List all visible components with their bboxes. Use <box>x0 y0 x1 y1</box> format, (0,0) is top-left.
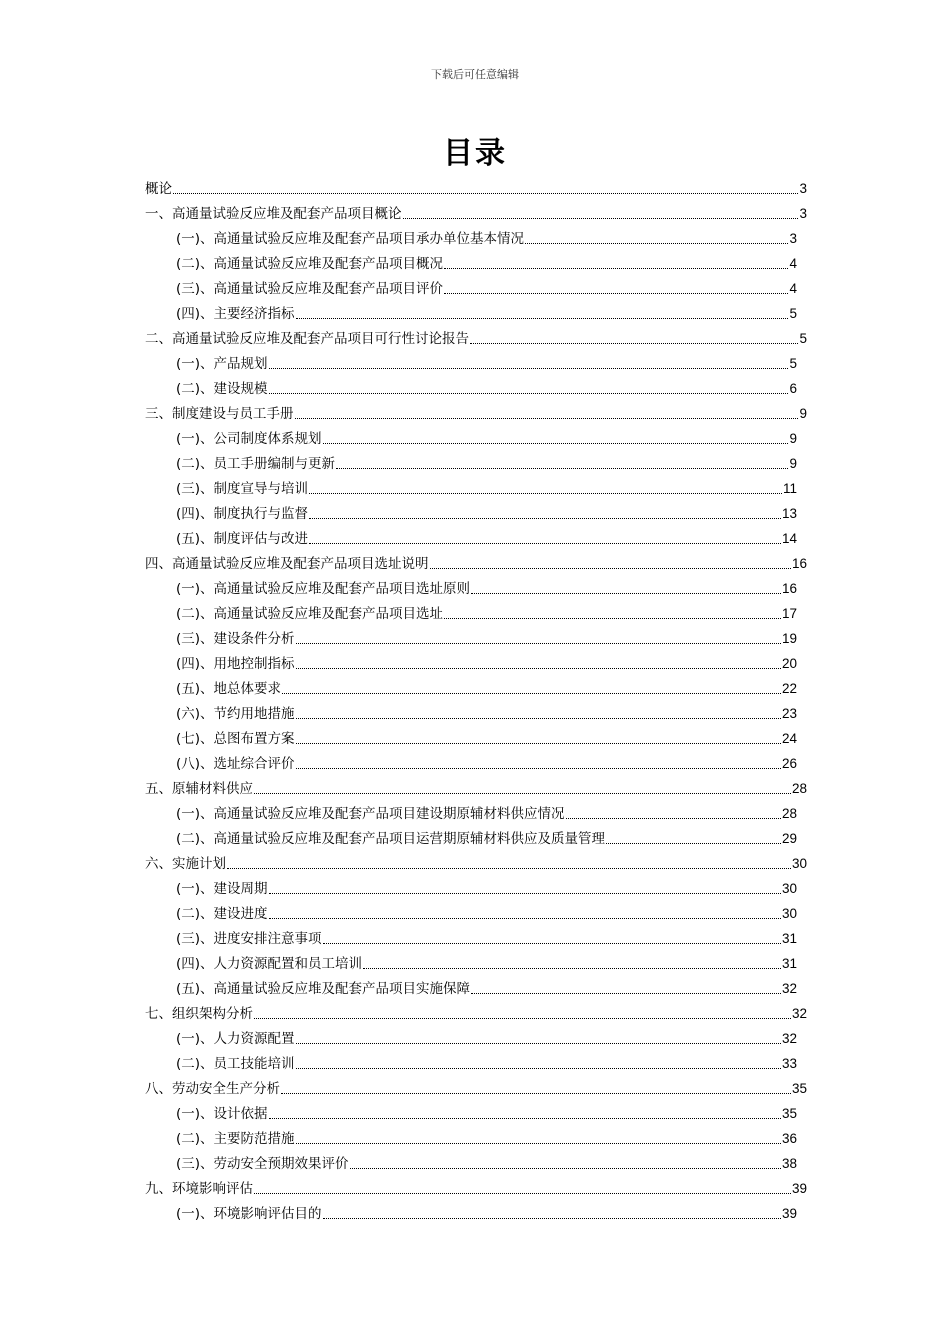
toc-dot-leader <box>227 867 791 869</box>
toc-entry-section[interactable] <box>145 376 807 401</box>
toc-dot-leader <box>269 392 789 394</box>
toc-page-number: 30 <box>791 856 807 871</box>
toc-entry-section[interactable] <box>145 351 807 376</box>
toc-entry-section[interactable] <box>145 1126 807 1151</box>
toc-dot-leader <box>296 1142 781 1144</box>
toc-entry-section[interactable] <box>145 226 807 251</box>
toc-entry-section[interactable] <box>145 951 807 976</box>
toc-dot-leader <box>281 1092 791 1094</box>
toc-entry-text: (一)、高通量试验反应堆及配套产品项目选址原则 <box>176 581 471 597</box>
toc-entry-section[interactable] <box>145 576 807 601</box>
toc-dot-leader <box>444 292 788 294</box>
toc-entry-section[interactable] <box>145 926 807 951</box>
toc-entry-section[interactable] <box>145 726 807 751</box>
toc-entry-chapter[interactable] <box>145 401 807 426</box>
toc-page-number: 13 <box>781 506 797 521</box>
toc-page-number: 6 <box>789 381 797 396</box>
toc-dot-leader <box>296 642 781 644</box>
toc-entry-text: 九、环境影响评估 <box>145 1181 253 1197</box>
toc-page-number: 28 <box>791 781 807 796</box>
toc-page-number: 16 <box>781 581 797 596</box>
toc-page-number: 38 <box>781 1156 797 1171</box>
toc-entry-text: (八)、选址综合评价 <box>176 756 295 772</box>
toc-entry-text: (二)、建设进度 <box>176 906 268 922</box>
toc-dot-leader <box>471 992 781 994</box>
toc-dot-leader <box>309 542 781 544</box>
toc-dot-leader <box>336 467 788 469</box>
toc-entry-chapter[interactable] <box>145 551 807 576</box>
toc-entry-text: (一)、高通量试验反应堆及配套产品项目建设期原辅材料供应情况 <box>176 806 565 822</box>
toc-dot-leader <box>296 317 789 319</box>
toc-entry-text: (五)、高通量试验反应堆及配套产品项目实施保障 <box>176 981 471 997</box>
toc-page-number: 30 <box>781 881 797 896</box>
toc-entry-section[interactable] <box>145 901 807 926</box>
toc-entry-text: (四)、制度执行与监督 <box>176 506 309 522</box>
toc-page-number: 5 <box>789 356 797 371</box>
toc-entry-chapter[interactable] <box>145 851 807 876</box>
toc-page-number: 32 <box>781 1031 797 1046</box>
toc-dot-leader <box>296 1042 781 1044</box>
toc-page-number: 32 <box>791 1006 807 1021</box>
toc-page-number: 29 <box>781 831 797 846</box>
toc-entry-section[interactable] <box>145 676 807 701</box>
toc-entry-text: (四)、用地控制指标 <box>176 656 295 672</box>
toc-entry-text: 四、高通量试验反应堆及配套产品项目选址说明 <box>145 556 429 572</box>
toc-entry-section[interactable] <box>145 1151 807 1176</box>
page-header-note: 下载后可任意编辑 <box>431 68 519 81</box>
toc-entry-text: (五)、地总体要求 <box>176 681 282 697</box>
toc-dot-leader <box>296 667 781 669</box>
toc-dot-leader <box>323 942 781 944</box>
toc-page-number: 28 <box>781 806 797 821</box>
toc-entry-text: (三)、劳动安全预期效果评价 <box>176 1156 349 1172</box>
toc-dot-leader <box>269 1117 781 1119</box>
toc-entry-text: (一)、建设周期 <box>176 881 268 897</box>
toc-entry-section[interactable] <box>145 651 807 676</box>
toc-page-number: 3 <box>789 231 797 246</box>
toc-dot-leader <box>323 442 789 444</box>
toc-page-number: 16 <box>791 556 807 571</box>
toc-entry-text: (二)、员工技能培训 <box>176 1056 295 1072</box>
toc-page-number: 30 <box>781 906 797 921</box>
toc-entry-text: 六、实施计划 <box>145 856 226 872</box>
toc-page-number: 14 <box>781 531 797 546</box>
toc-entry-text: (二)、高通量试验反应堆及配套产品项目概况 <box>176 256 444 272</box>
toc-entry-text: 一、高通量试验反应堆及配套产品项目概论 <box>145 206 402 222</box>
toc-entry-text: (二)、员工手册编制与更新 <box>176 456 336 472</box>
toc-dot-leader <box>444 617 781 619</box>
toc-dot-leader <box>309 517 781 519</box>
toc-entry-section[interactable] <box>145 1026 807 1051</box>
toc-entry-text: (三)、制度宣导与培训 <box>176 481 309 497</box>
table-of-contents <box>145 176 807 1226</box>
toc-page-number: 36 <box>781 1131 797 1146</box>
toc-entry-chapter[interactable] <box>145 201 807 226</box>
toc-dot-leader <box>254 1017 791 1019</box>
toc-entry-text: (三)、进度安排注意事项 <box>176 931 322 947</box>
toc-entry-section[interactable] <box>145 701 807 726</box>
toc-dot-leader <box>363 967 781 969</box>
toc-dot-leader <box>254 792 791 794</box>
toc-dot-leader <box>444 267 788 269</box>
toc-entry-section[interactable] <box>145 976 807 1001</box>
toc-page-number: 35 <box>791 1081 807 1096</box>
toc-entry-section[interactable] <box>145 801 807 826</box>
toc-entry-text: 七、组织架构分析 <box>145 1006 253 1022</box>
toc-page-number: 4 <box>789 281 797 296</box>
toc-entry-text: (二)、建设规模 <box>176 381 268 397</box>
toc-page-number: 22 <box>781 681 797 696</box>
toc-dot-leader <box>282 692 781 694</box>
toc-entry-section[interactable] <box>145 1201 807 1226</box>
toc-page-number: 23 <box>781 706 797 721</box>
toc-entry-section[interactable] <box>145 626 807 651</box>
toc-entry-text: (七)、总图布置方案 <box>176 731 295 747</box>
toc-entry-text: (二)、高通量试验反应堆及配套产品项目运营期原辅材料供应及质量管理 <box>176 831 606 847</box>
toc-entry-text: 五、原辅材料供应 <box>145 781 253 797</box>
toc-entry-text: 八、劳动安全生产分析 <box>145 1081 280 1097</box>
toc-page-number: 31 <box>781 956 797 971</box>
toc-entry-text: (一)、高通量试验反应堆及配套产品项目承办单位基本情况 <box>176 231 525 247</box>
toc-dot-leader <box>606 842 781 844</box>
toc-entry-section[interactable] <box>145 501 807 526</box>
toc-dot-leader <box>323 1217 781 1219</box>
toc-dot-leader <box>403 217 799 219</box>
toc-entry-chapter[interactable] <box>145 176 807 201</box>
toc-entry-text: (二)、高通量试验反应堆及配套产品项目选址 <box>176 606 444 622</box>
toc-entry-section[interactable] <box>145 451 807 476</box>
toc-entry-text: (五)、制度评估与改进 <box>176 531 309 547</box>
toc-entry-chapter[interactable] <box>145 1076 807 1101</box>
toc-entry-section[interactable] <box>145 1051 807 1076</box>
toc-entry-text: 二、高通量试验反应堆及配套产品项目可行性讨论报告 <box>145 331 469 347</box>
toc-page-number: 20 <box>781 656 797 671</box>
toc-dot-leader <box>296 1067 781 1069</box>
toc-entry-section[interactable] <box>145 751 807 776</box>
toc-page-number: 32 <box>781 981 797 996</box>
toc-page-number: 26 <box>781 756 797 771</box>
toc-page-number: 9 <box>789 456 797 471</box>
toc-entry-section[interactable] <box>145 526 807 551</box>
toc-page-number: 17 <box>781 606 797 621</box>
toc-dot-leader <box>269 892 781 894</box>
toc-page-number: 33 <box>781 1056 797 1071</box>
toc-entry-section[interactable] <box>145 301 807 326</box>
toc-entry-text: (一)、产品规划 <box>176 356 268 372</box>
toc-page-number: 3 <box>799 206 807 221</box>
toc-entry-text: (四)、主要经济指标 <box>176 306 295 322</box>
toc-page-number: 39 <box>791 1181 807 1196</box>
toc-entry-text: (四)、人力资源配置和员工培训 <box>176 956 363 972</box>
toc-entry-section[interactable] <box>145 251 807 276</box>
toc-dot-leader <box>296 717 781 719</box>
toc-dot-leader <box>430 567 791 569</box>
toc-entry-section[interactable] <box>145 426 807 451</box>
toc-entry-chapter[interactable] <box>145 776 807 801</box>
toc-entry-text: (三)、高通量试验反应堆及配套产品项目评价 <box>176 281 444 297</box>
toc-entry-section[interactable] <box>145 1101 807 1126</box>
toc-dot-leader <box>309 492 782 494</box>
toc-page-number: 19 <box>781 631 797 646</box>
toc-dot-leader <box>525 242 788 244</box>
toc-page-number: 5 <box>789 306 797 321</box>
toc-entry-text: 概论 <box>145 181 172 197</box>
toc-dot-leader <box>254 1192 791 1194</box>
toc-page-number: 31 <box>781 931 797 946</box>
toc-entry-chapter[interactable] <box>145 326 807 351</box>
toc-page-number: 35 <box>781 1106 797 1121</box>
toc-dot-leader <box>295 417 799 419</box>
toc-dot-leader <box>269 917 781 919</box>
toc-dot-leader <box>350 1167 781 1169</box>
toc-title: 目录 <box>443 136 507 171</box>
toc-entry-text: (一)、公司制度体系规划 <box>176 431 322 447</box>
toc-entry-section[interactable] <box>145 476 807 501</box>
toc-entry-section[interactable] <box>145 276 807 301</box>
toc-dot-leader <box>296 767 781 769</box>
toc-entry-text: 三、制度建设与员工手册 <box>145 406 294 422</box>
toc-page-number: 24 <box>781 731 797 746</box>
toc-dot-leader <box>566 817 781 819</box>
toc-page-number: 3 <box>799 181 807 196</box>
toc-entry-text: (一)、设计依据 <box>176 1106 268 1122</box>
toc-entry-chapter[interactable] <box>145 1001 807 1026</box>
toc-entry-text: (二)、主要防范措施 <box>176 1131 295 1147</box>
toc-entry-section[interactable] <box>145 826 807 851</box>
toc-dot-leader <box>269 367 789 369</box>
toc-page-number: 4 <box>789 256 797 271</box>
toc-page-number: 39 <box>781 1206 797 1221</box>
toc-dot-leader <box>471 592 781 594</box>
toc-dot-leader <box>470 342 798 344</box>
toc-entry-chapter[interactable] <box>145 1176 807 1201</box>
toc-page-number: 9 <box>789 431 797 446</box>
toc-dot-leader <box>173 192 798 194</box>
toc-page-number: 5 <box>799 331 807 346</box>
toc-entry-text: (三)、建设条件分析 <box>176 631 295 647</box>
toc-entry-text: (一)、人力资源配置 <box>176 1031 295 1047</box>
toc-page-number: 11 <box>782 481 797 496</box>
toc-entry-text: (一)、环境影响评估目的 <box>176 1206 322 1222</box>
toc-entry-text: (六)、节约用地措施 <box>176 706 295 722</box>
toc-entry-section[interactable] <box>145 876 807 901</box>
toc-page-number: 9 <box>799 406 807 421</box>
toc-entry-section[interactable] <box>145 601 807 626</box>
toc-dot-leader <box>296 742 781 744</box>
